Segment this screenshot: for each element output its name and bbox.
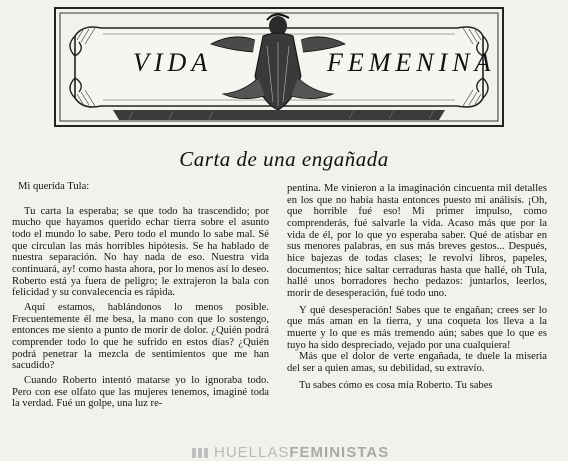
article-title: Carta de una engañada (179, 147, 389, 171)
watermark (0, 446, 568, 461)
paragraph: Y qué desesperación! Sabes que te engañan; crees ser lo que más aman en la tierra, y una coqueta los lleva a la muerte y lo que es más tremendo aún; sabes que lo que es tuyo ha sido despreciado, vejado por una cualquiera! (287, 304, 547, 351)
masthead-word-left: VIDA (133, 48, 213, 77)
archive-logo-icon (192, 447, 208, 459)
watermark-brand (214, 444, 389, 461)
watermark-brand-light: HUELLAS (214, 444, 290, 461)
paragraph: Cuando Roberto intentó matarse yo lo ignoraba todo. Pero con ese olfato que las mujeres tenemos, imaginé toda la verdad. Fué un golpe, una luz re- (12, 374, 269, 410)
paragraph: Más que el dolor de verte engañada, te duele la miseria del ser a quien amas, su debilidad, su extravío. (287, 351, 547, 374)
article-column-right (287, 183, 547, 391)
watermark-brand-bold: FEMINISTAS (289, 444, 390, 461)
masthead-word-right: FEMENINA (327, 48, 496, 77)
letter-salutation: Mi querida Tula: (18, 181, 90, 192)
paragraph: Tu carta la esperaba; se que todo ha trascendido; por mucho que hayamos querido echar tierra sobre el asunto todo el mundo lo sabe. Pero todo el mundo lo sabe mal. Sé que circulan las más horribles hipótesis. Se ha hablado de nuestra separación. No hay nada de eso. Nuestra vida continuará, ay! como hasta ahora, por lo menos así lo deseo. Roberto está ya fuera de peligro; le extrajeron la bala con felicidad y su convalecencia es rápida. (12, 205, 269, 299)
paragraph: pentina. Me vinieron a la imaginación cincuenta mil detalles en los que no había hasta entonces puesto mi análisis. ¡Oh, que horrible fué eso! Mi primer impulso, como comprenderás, fué salvarle la vida. Acaso más que por la vida de él, por lo que yo esperaba saber. Qué de atisbar en sus menores palabras, en sus más breves gestos... Después, hice bajezas de todas clases; le revolví libros, papeles, documentos; hice saltar cerraduras hasta que hallé, oh Tula, hallé unos borradores hecho pedazos: juntarlos, leerlos, morir de desesperación, fué todo uno. (287, 183, 547, 299)
article-column-left (12, 181, 269, 410)
paragraph: Tu sabes cómo es cosa mía Roberto. Tu sabes (299, 379, 493, 391)
masthead-banner (53, 6, 505, 128)
paragraph: Aquí estamos, hablándonos lo menos posible. Frecuentemente él me besa, la mano con que lo sostengo, entonces me siento a punto de morir de dolor. ¿Quién podrá comprender todo lo que he sufrido en estos días? ¿Quién podrá penetrar la mezcla de sentimientos que me han sacudido? (12, 301, 269, 372)
